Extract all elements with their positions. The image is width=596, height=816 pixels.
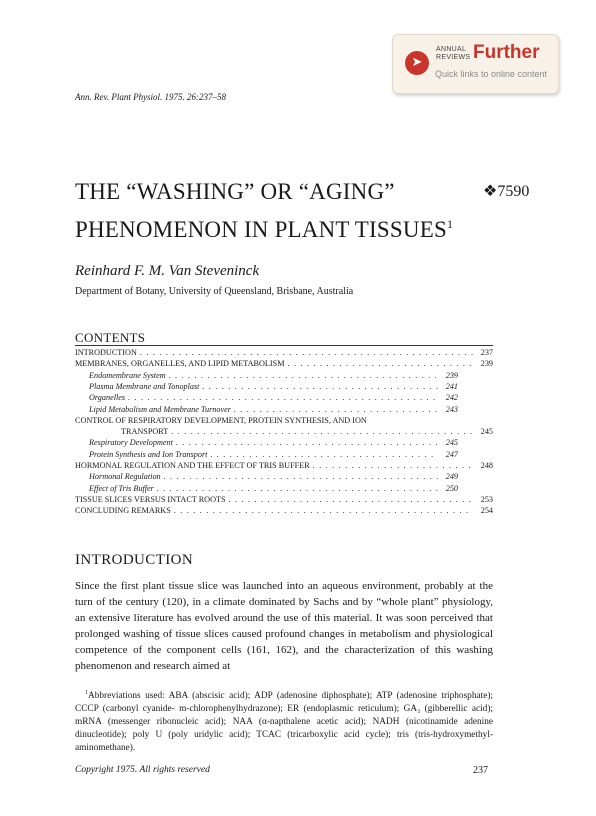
toc-entry — [89, 404, 458, 416]
toc-entry-page: 239 — [445, 370, 458, 380]
footnote-mark: 1 — [85, 690, 88, 696]
toc-entry-label: Organelles — [89, 393, 126, 403]
toc-entry-page: 243 — [445, 404, 458, 414]
toc-entry — [89, 449, 458, 461]
toc-entry — [121, 426, 493, 438]
toc-entry-label: Respiratory Development — [89, 438, 173, 448]
toc-entry-page: 245 — [480, 427, 493, 437]
toc-entry-label: HORMONAL REGULATION AND THE EFFECT OF TRIS BUFFER — [75, 461, 310, 470]
toc-dot-leader — [199, 381, 438, 393]
toc-entry — [75, 494, 493, 506]
toc-entry — [75, 505, 493, 517]
page-number: 237 — [473, 765, 488, 776]
annual-reviews-logo-icon: ➤ — [405, 51, 429, 75]
toc-dot-leader — [125, 392, 438, 404]
toc-dot-leader — [137, 347, 473, 359]
journal-citation: Ann. Rev. Plant Physiol. 1975. 26:237–58 — [75, 92, 227, 102]
reference-number: ❖7590 — [483, 183, 530, 200]
toc-entry-page: 253 — [480, 494, 493, 504]
toc-entry-label: Protein Synthesis and Ion Transport — [89, 449, 208, 459]
annual-reviews-further-banner[interactable] — [392, 34, 559, 94]
toc-entry-label: CONCLUDING REMARKS — [75, 506, 171, 516]
contents-rule — [75, 345, 493, 346]
toc-dot-leader — [166, 370, 438, 382]
toc-entry-label: Effect of Tris Buffer — [89, 483, 154, 493]
toc-entry — [89, 437, 458, 449]
toc-entry — [89, 392, 458, 404]
toc-dot-leader — [207, 449, 438, 461]
title-line-2: PHENOMENON IN PLANT TISSUES — [75, 217, 447, 242]
toc-dot-leader — [168, 426, 473, 438]
toc-entry — [89, 370, 458, 382]
toc-entry — [75, 347, 493, 359]
introduction-heading: INTRODUCTION — [75, 552, 194, 568]
article-title — [75, 176, 453, 246]
introduction-paragraph: Since the first plant tissue slice was launched into an aqueous environment, probably at the turn of the century (120), in a climate dominated by Sachs and by “whole plant” physiology, an extensive literature has evolved around the use of this material. It was soon perceived that prolonged washing of tissue slices caused profound changes in metabolism and physiological competence of the component cells (161, 162), and the characterization of this washing phenomenon and research aimed at — [75, 580, 493, 672]
abbreviations-footnote — [75, 687, 493, 755]
toc-dot-leader — [173, 437, 438, 449]
banner-further-link[interactable]: Further — [473, 42, 540, 63]
toc-entry — [75, 460, 493, 472]
toc-entry-page: 250 — [445, 483, 458, 493]
banner-annual-text: ANNUAL — [436, 46, 467, 53]
toc-entry — [75, 358, 493, 370]
toc-dot-leader — [171, 505, 473, 517]
toc-dot-leader — [226, 494, 473, 506]
toc-entry-label: Hormonal Regulation — [89, 472, 161, 482]
title-footnote-mark: 1 — [446, 217, 454, 231]
toc-dot-leader — [161, 471, 438, 483]
toc-entry — [75, 415, 493, 427]
toc-entry-label: MEMBRANES, ORGANELLES, AND LIPID METABOLISM — [75, 359, 285, 369]
banner-annual-reviews-label — [436, 46, 470, 62]
toc-entry-label: Plasma Membrane and Tonoplast — [89, 381, 200, 391]
toc-entry-label: TISSUE SLICES VERSUS INTACT ROOTS — [75, 494, 226, 504]
toc-entry-page: 249 — [445, 472, 458, 482]
toc-entry — [89, 483, 458, 495]
toc-dot-leader — [310, 460, 473, 472]
contents-heading: CONTENTS — [75, 330, 146, 345]
author-affiliation: Department of Botany, University of Queensland, Brisbane, Australia — [75, 286, 354, 297]
copyright-notice: Copyright 1975. All rights reserved — [75, 765, 210, 775]
author-name: Reinhard F. M. Van Steveninck — [75, 263, 260, 279]
toc-entry-page: 241 — [445, 381, 458, 391]
toc-entry-label: Endomembrane System — [89, 370, 166, 380]
toc-entry-page: 248 — [480, 461, 493, 470]
toc-entry-page: 247 — [445, 449, 458, 459]
footnote-text: Abbreviations used: ABA (abscisic acid); ADP (adenosine diphosphate); ATP (adenosine triphosphate); CCCP (carbonyl cyanide- m-chlorophenylhydrazone); ER (endoplasmic reticulum); GA₃ (gibberellic acid); mRNA (messenger ribonucleic acid); NAA (α-napthalene acetic acid); NADH (nicotinamide adenine dinucleotide); poly U (poly uridylic acid); TCAC (tricarboxylic acid cycle); tris (tris-hydroxymethyl-aminomethane). — [75, 691, 493, 753]
toc-entry-label: TRANSPORT — [121, 427, 169, 437]
toc-entry-label: Lipid Metabolism and Membrane Turnover — [89, 404, 231, 414]
toc-entry — [89, 381, 458, 393]
toc-entry-page: 254 — [480, 506, 493, 516]
toc-entry-label: INTRODUCTION — [75, 348, 137, 357]
toc-entry-page: 237 — [480, 348, 493, 357]
toc-entry-page: 245 — [445, 438, 458, 448]
toc-dot-leader — [231, 404, 438, 416]
toc-dot-leader — [154, 483, 438, 495]
banner-reviews-text: REVIEWS — [436, 54, 471, 61]
toc-entry-page: 239 — [480, 359, 493, 369]
banner-subtitle: Quick links to online content — [435, 69, 548, 79]
toc-entry-label: CONTROL OF RESPIRATORY DEVELOPMENT, PROTEIN SYNTHESIS, AND ION — [75, 415, 367, 425]
toc-entry — [89, 471, 458, 483]
title-line-1: THE “WASHING” OR “AGING” — [75, 179, 395, 204]
toc-dot-leader — [285, 358, 474, 370]
toc-entry-page: 242 — [445, 393, 458, 403]
